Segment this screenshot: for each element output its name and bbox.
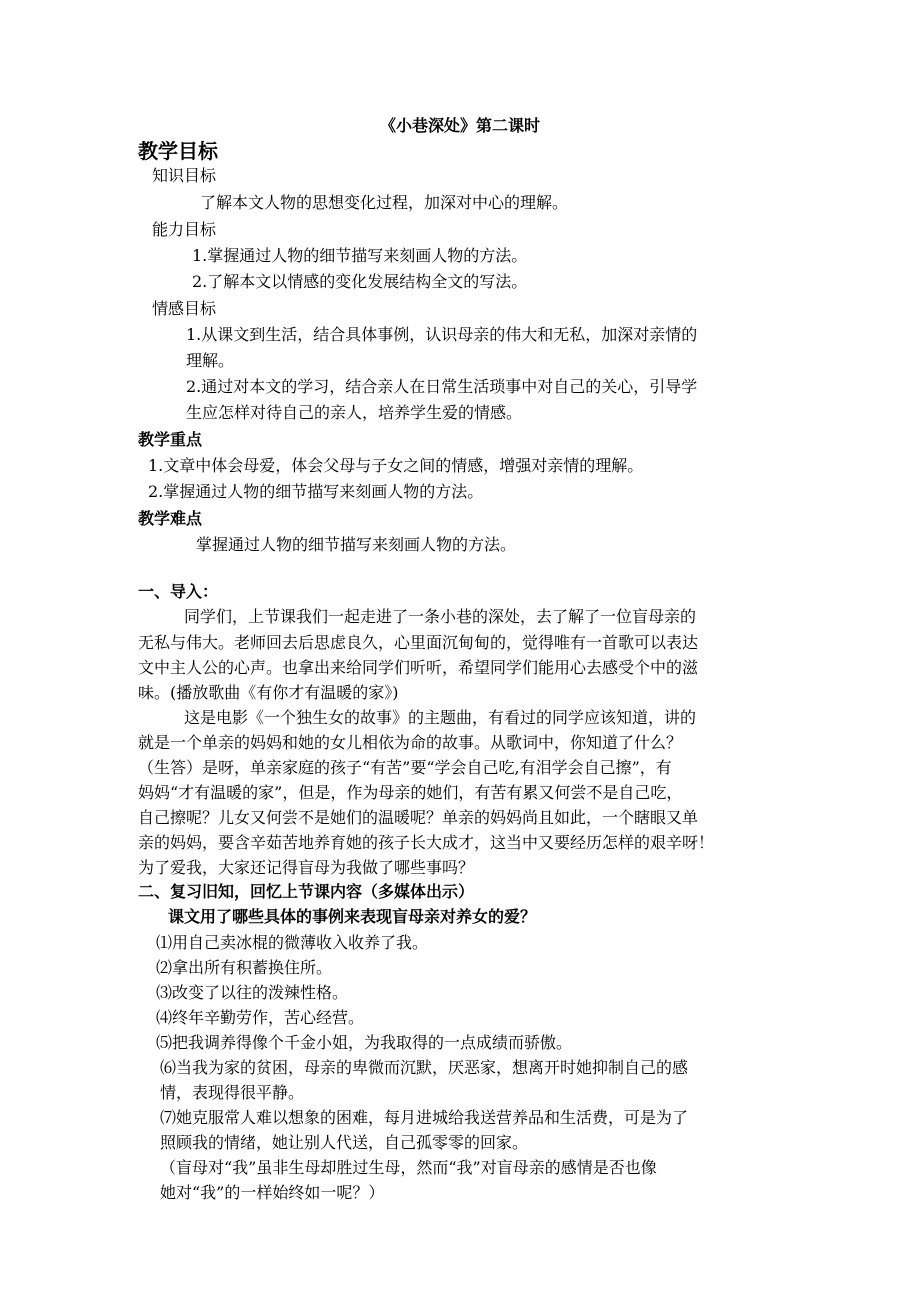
- intro-paragraph-line: 亲的妈妈，要含辛茹苦地养育她的孩子长大成才，这当中又要经历怎样的艰辛呀！: [138, 833, 715, 852]
- emotion-objective-item-cont: 生应怎样对待自己的亲人，培养学生爱的情感。: [186, 403, 523, 422]
- intro-paragraph-line: 无私与伟大。老师回去后思虑良久，心里面沉甸甸的，觉得唯有一首歌可以表达: [138, 633, 699, 652]
- objectives-heading: 教学目标: [138, 139, 218, 163]
- emotion-objective-item: 2.通过对本文的学习，结合亲人在日常生活琐事中对自己的关心，引导学: [186, 377, 698, 396]
- review-note-cont: 她对“我”的一样始终如一呢？）: [160, 1183, 385, 1202]
- review-item: ⑴用自己卖冰棍的微薄收入收养了我。: [156, 933, 429, 952]
- review-item: ⑺她克服常人难以想象的困难，每月进城给我送营养品和生活费，可是为了: [160, 1108, 689, 1127]
- key-point-item: 1.文章中体会母爱，体会父母与子女之间的情感，增强对亲情的理解。: [148, 456, 644, 475]
- intro-paragraph-line: 文中主人公的心声。也拿出来给同学们听听，希望同学们能用心去感受个中的滋: [138, 658, 699, 677]
- review-question: 课文用了哪些具体的事例来表现盲母亲对养女的爱？: [168, 907, 537, 926]
- review-item: ⑹当我为家的贫困，母亲的卑微而沉默，厌恶家，想离开时她抑制自己的感: [160, 1058, 689, 1077]
- difficulty-text: 掌握通过人物的细节描写来刻画人物的方法。: [196, 535, 517, 554]
- section-heading-intro: 一、导入：: [138, 582, 219, 601]
- intro-paragraph-line: 这是电影《一个独生女的故事》的主题曲，有看过的同学应该知道，讲的: [184, 708, 697, 727]
- emotion-objective-heading: 情感目标: [152, 299, 217, 318]
- review-item: ⑶改变了以往的泼辣性格。: [156, 983, 349, 1002]
- emotion-objective-item-cont: 理解。: [186, 351, 235, 370]
- intro-paragraph-line: 同学们，上节课我们一起走进了一条小巷的深处，去了解了一位盲母亲的: [184, 607, 697, 626]
- key-point-item: 2.掌握通过人物的细节描写来刻画人物的方法。: [148, 482, 484, 501]
- section-heading-review: 二、复习旧知，回忆上节课内容（多媒体出示）: [138, 882, 475, 901]
- review-note: （盲母对“我”虽非生母却胜过生母，然而“我”对盲母亲的感情是否也像: [160, 1158, 657, 1177]
- intro-paragraph-line: 妈妈“才有温暖的家”，但是，作为母亲的她们，有苦有累又何尝不是自己吃，: [138, 783, 683, 802]
- difficulties-heading: 教学难点: [138, 509, 203, 528]
- ability-objective-item: 2.了解本文以情感的变化发展结构全文的写法。: [192, 272, 528, 291]
- intro-paragraph-line: 味。(播放歌曲《有你才有温暖的家》): [138, 683, 399, 702]
- knowledge-objective-heading: 知识目标: [152, 166, 217, 185]
- emotion-objective-item: 1.从课文到生活，结合具体事例，认识母亲的伟大和无私，加深对亲情的: [186, 325, 698, 344]
- key-points-heading: 教学重点: [138, 430, 203, 449]
- document-title: 《小巷深处》第二课时: [379, 116, 540, 135]
- knowledge-objective-text: 了解本文人物的思想变化过程，加深对中心的理解。: [200, 193, 569, 212]
- review-item-cont: 情，表现得很平静。: [160, 1083, 305, 1102]
- intro-paragraph-line: 为了爱我，大家还记得盲母为我做了哪些事吗？: [138, 858, 475, 877]
- review-item: ⑸把我调养得像个千金小姐，为我取得的一点成绩而骄傲。: [156, 1033, 573, 1052]
- intro-paragraph-line: （生答）是呀，单亲家庭的孩子“有苦”要“学会自己吃,有泪学会自己擦”，有: [138, 758, 672, 777]
- review-item-cont: 照顾我的情绪，她让别人代送，自己孤零零的回家。: [160, 1133, 529, 1152]
- ability-objective-heading: 能力目标: [152, 220, 217, 239]
- review-item: ⑷终年辛勤劳作，苦心经营。: [156, 1008, 365, 1027]
- intro-paragraph-line: 就是一个单亲的妈妈和她的女儿相依为命的故事。从歌词中，你知道了什么？: [138, 733, 683, 752]
- review-item: ⑵拿出所有积蓄换住所。: [156, 958, 333, 977]
- intro-paragraph-line: 自己擦呢？儿女又何尝不是她们的温暖呢？单亲的妈妈尚且如此，一个瞎眼又单: [138, 808, 699, 827]
- ability-objective-item: 1.掌握通过人物的细节描写来刻画人物的方法。: [192, 246, 528, 265]
